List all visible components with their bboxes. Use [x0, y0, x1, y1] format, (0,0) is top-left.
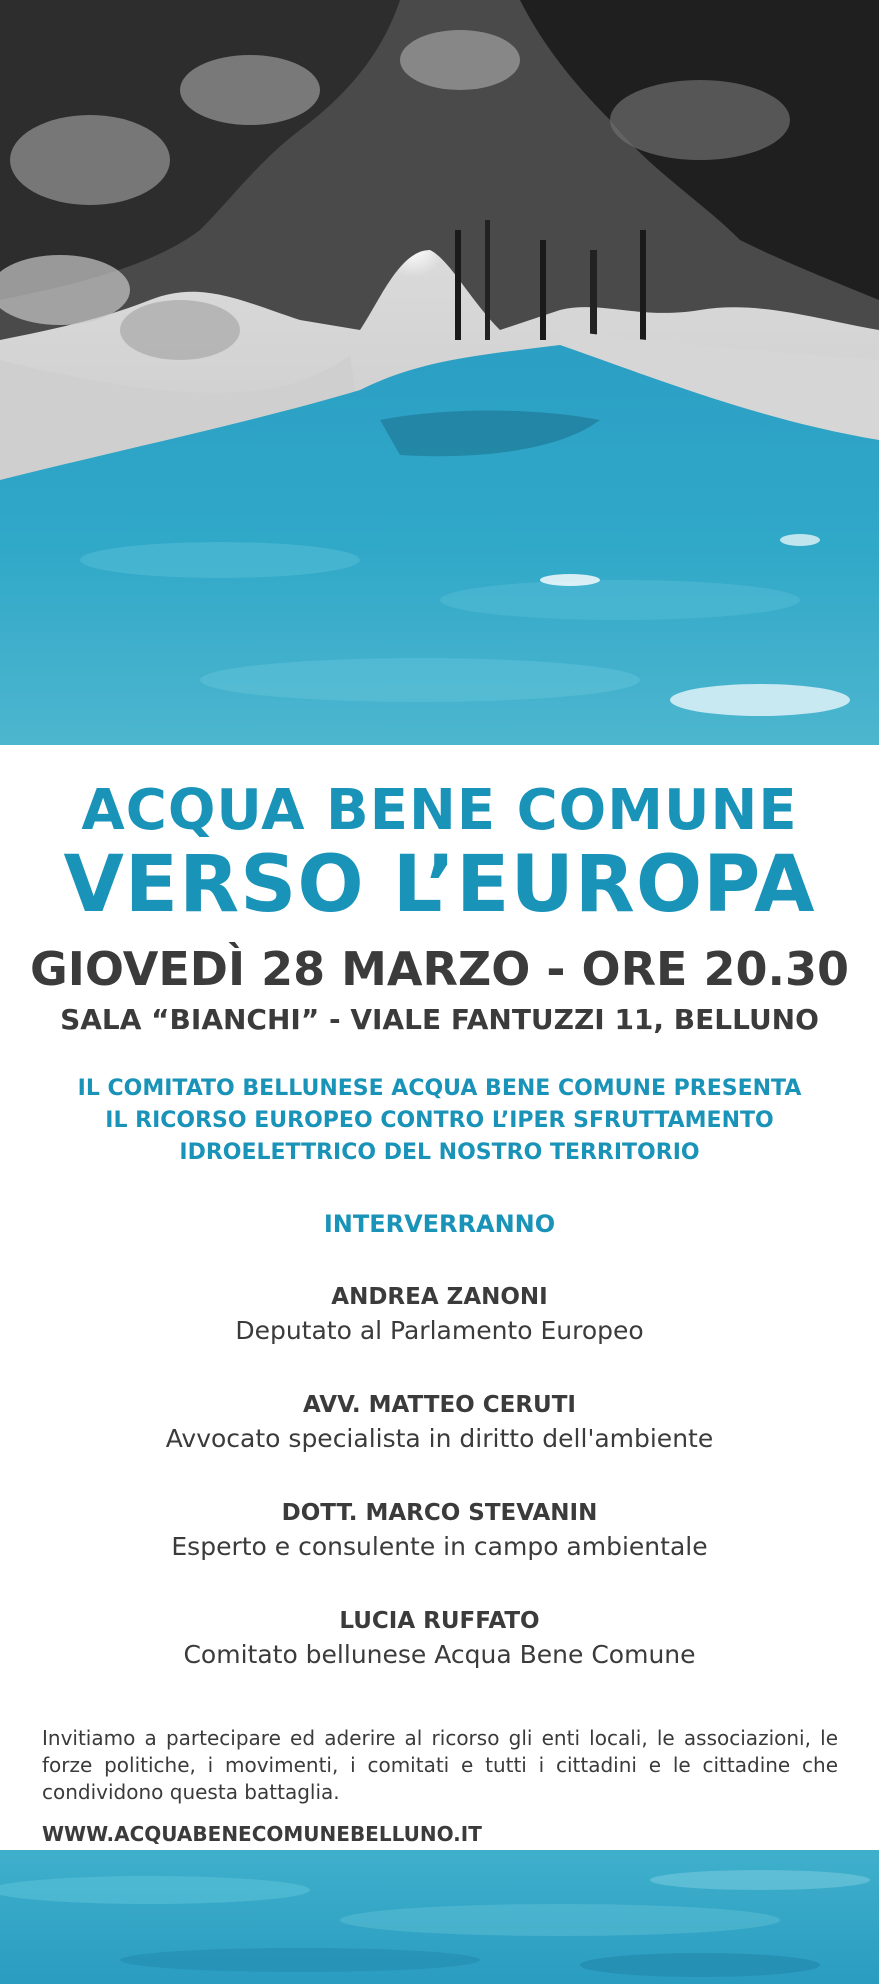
intro-line-2: IL RICORSO EUROPEO CONTRO L’IPER SFRUTTAMENTO — [105, 1108, 774, 1133]
river-photo — [0, 0, 879, 745]
website-link[interactable]: WWW.ACQUABENECOMUNEBELLUNO.IT — [42, 1822, 482, 1846]
speakers-heading: INTERVERRANNO — [323, 1210, 556, 1238]
speaker-name: LUCIA RUFFATO — [339, 1608, 540, 1634]
intro-line-3: IDROELETTRICO DEL NOSTRO TERRITORIO — [179, 1140, 700, 1165]
event-date-time: GIOVEDÌ 28 MARZO - ORE 20.30 — [30, 942, 849, 996]
speaker-role: Esperto e consulente in campo ambientale — [171, 1532, 708, 1561]
intro-line-1: IL COMITATO BELLUNESE ACQUA BENE COMUNE PRESENTA — [77, 1076, 802, 1101]
poster-content — [0, 745, 879, 1850]
title-line-1: ACQUA BENE COMUNE — [81, 778, 798, 843]
water-strip-photo — [0, 1850, 879, 1984]
speaker-role: Avvocato specialista in diritto dell'ambiente — [165, 1424, 714, 1453]
invitation-text: Invitiamo a partecipare ed aderire al ricorso gli enti locali, le associazioni, le forze politiche, i movimenti, i comitati e tutti i cittadini e le cittadine che condividono questa battaglia. — [42, 1726, 838, 1804]
speaker-role: Comitato bellunese Acqua Bene Comune — [183, 1640, 696, 1669]
event-venue: SALA “BIANCHI” - VIALE FANTUZZI 11, BELLUNO — [60, 1003, 819, 1036]
speaker-name: DOTT. MARCO STEVANIN — [281, 1500, 598, 1526]
title-line-2: VERSO L’EUROPA — [63, 840, 816, 930]
speaker-role: Deputato al Parlamento Europeo — [235, 1316, 644, 1345]
speaker-name: AVV. MATTEO CERUTI — [303, 1392, 576, 1418]
speaker-name: ANDREA ZANONI — [331, 1284, 548, 1310]
